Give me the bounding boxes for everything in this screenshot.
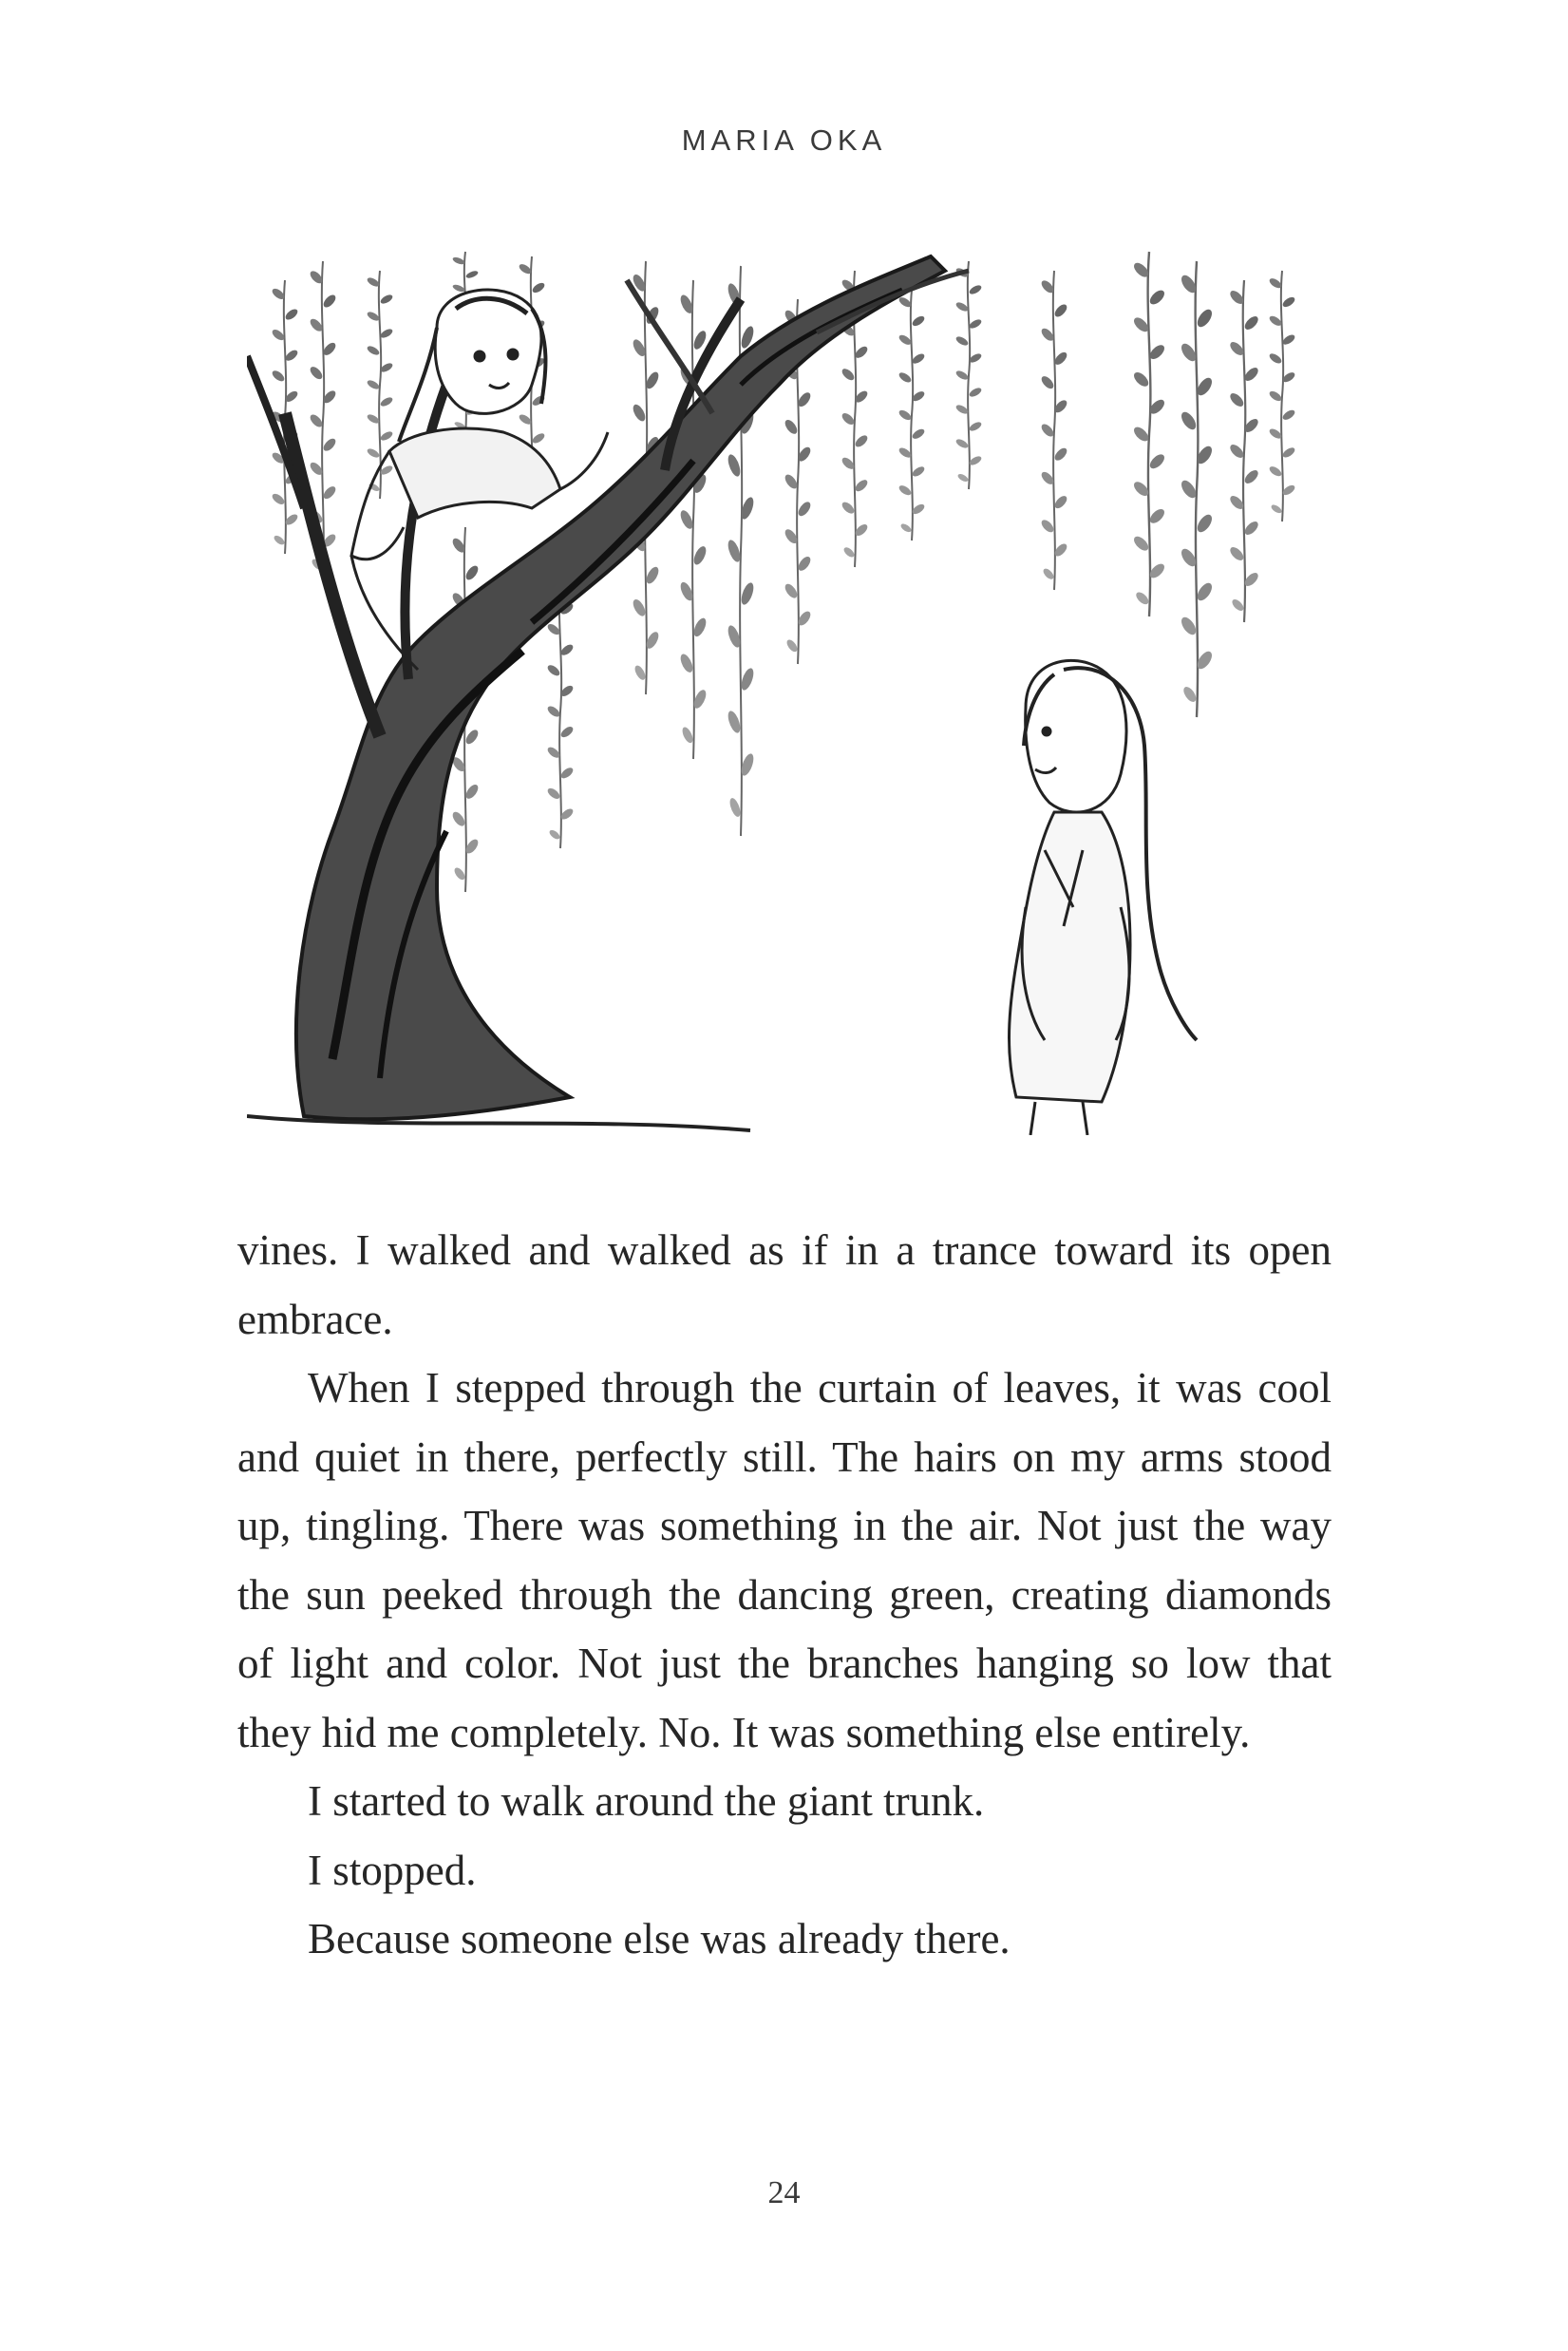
paragraph: I stopped. — [308, 1846, 477, 1894]
paragraph: Because someone else was already there. — [308, 1915, 1011, 1962]
willow-tree-illustration — [247, 242, 1320, 1135]
body-text — [237, 1216, 1332, 1974]
paragraph: I started to walk around the giant trunk. — [308, 1777, 985, 1825]
girl-standing — [1010, 660, 1198, 1135]
paragraph: When I stepped through the curtain of leaves, it was cool and quiet in there, perfectly still. The hairs on my arms stood up, tingling. There was something in the air. Not just the way the sun peeked through the dancing green, creating diamonds of light and color. Not just the branches hanging so low that they hid me completely. No. It was something else entirely. — [237, 1364, 1332, 1756]
paragraph-continued: vines. I walked and walked as if in a trance toward its open embrace. — [237, 1226, 1332, 1343]
page-number: 24 — [767, 2175, 801, 2210]
running-head: MARIA OKA — [681, 123, 887, 157]
